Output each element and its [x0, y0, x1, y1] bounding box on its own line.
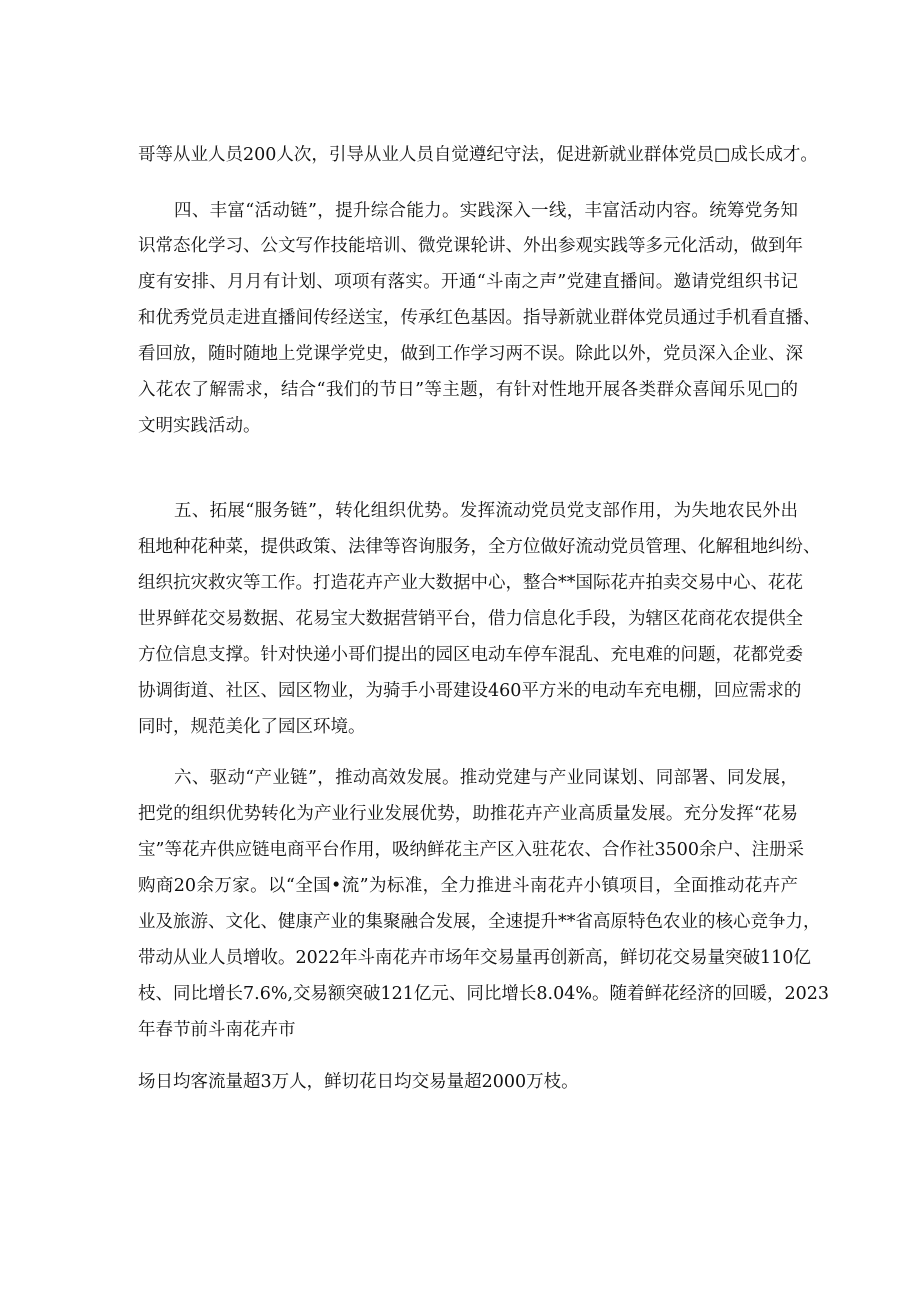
paragraph-line: 五、拓展“服务链”，转化组织优势。发挥流动党员党支部作用，为失地农民外出: [174, 501, 798, 521]
paragraph-line: 年春节前斗南花卉市: [138, 1020, 296, 1040]
paragraph-line: 四、丰富“活动链”，提升综合能力。实践深入一线，丰富活动内容。统筹党务知: [174, 201, 798, 221]
paragraph-line: 场日均客流量超3万人，鲜切花日均交易量超2000万枝。: [138, 1072, 579, 1092]
paragraph-line: 枝、同比增长7.6%,交易额突破121亿元、同比增长8.04%。随着鲜花经济的回暖，2023: [138, 984, 830, 1004]
paragraph-line: 世界鲜花交易数据、花易宝大数据营销平台，借力信息化手段，为辖区花商花农提供全: [138, 609, 803, 629]
paragraph-line: 文明实践活动。: [138, 416, 261, 436]
paragraph-line: 带动从业人员增收。2022年斗南花卉市场年交易量再创新高，鲜切花交易量突破110亿: [138, 948, 811, 968]
paragraph-line: 方位信息支撑。针对快递小哥们提出的园区电动车停车混乱、充电难的问题，花都党委: [138, 645, 803, 665]
paragraph-line: 六、驱动“产业链”，推动高效发展。推动党建与产业同谋划、同部署、同发展，: [174, 768, 798, 788]
paragraph-line: 协调街道、社区、园区物业，为骑手小哥建设460平方米的电动车充电棚，回应需求的: [138, 681, 802, 701]
paragraph-line: 把党的组织优势转化为产业行业发展优势，助推花卉产业高质量发展。充分发挥“花易: [138, 804, 798, 824]
paragraph-line: 度有安排、月月有计划、项项有落实。开通“斗南之声”党建直播间。邀请党组织书记: [138, 272, 798, 292]
paragraph-line: 哥等从业人员200人次，引导从业人员自觉遵纪守法，促进新就业群体党员□成长成才。: [138, 145, 818, 165]
paragraph-line: 宝”等花卉供应链电商平台作用，吸纳鲜花主产区入驻花农、合作社3500余户、注册采: [138, 840, 804, 860]
paragraph-line: 购商20余万家。以“全国•流”为标准，全力推进斗南花卉小镇项目，全面推动花卉产: [138, 876, 798, 896]
paragraph-line: 组织抗灾救灾等工作。打造花卉产业大数据中心，整合**国际花卉拍卖交易中心、花花: [138, 573, 803, 593]
paragraph-line: 识常态化学习、公文写作技能培训、微党课轮讲、外出参观实践等多元化活动，做到年: [138, 236, 803, 256]
paragraph-line: 业及旅游、文化、健康产业的集聚融合发展，全速提升**省高原特色农业的核心竞争力，: [138, 912, 821, 932]
paragraph-line: 和优秀党员走进直播间传经送宝，传承红色基因。指导新就业群体党员通过手机看直播、: [138, 308, 821, 328]
paragraph-line: 入花农了解需求，结合“我们的节日”等主题，有针对性地开展各类群众喜闻乐见□的: [138, 380, 798, 400]
paragraph-line: 看回放，随时随地上党课学党史，做到工作学习两不误。除此以外，党员深入企业、深: [138, 344, 803, 364]
paragraph-line: 同时，规范美化了园区环境。: [138, 717, 366, 737]
paragraph-line: 租地种花种菜，提供政策、法律等咨询服务，全方位做好流动党员管理、化解租地纠纷、: [138, 537, 821, 557]
